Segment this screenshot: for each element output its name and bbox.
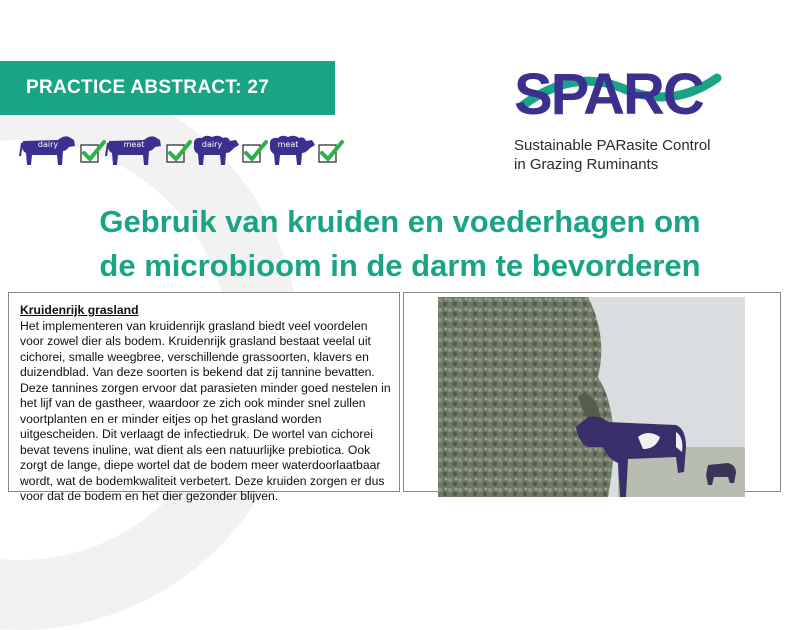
sparc-logo <box>512 58 752 173</box>
section-body: Het implementeren van kruidenrijk grasland biedt veel voordelen voor zowel dier als bodem. Kruidenrijk grasland bestaat veelal uit cichorei, smalle weegbree, verschillende grassoorten, klavers en duizendblad. Van deze soorten is bekend dat zij tannine bevatten. Deze tannines zorgen ervoor dat parasieten minder goed nestelen in het lijf van de gastheer, waardoor ze zich ook minder snel zullen voortplanten en er minder eitjes op het grasland worden uitgescheiden. Dit verlaagt de infectiedruk. De wortel van cichorei bevat tevens inuline, wat dient als een natuurlijke prebiotica. Ook zorgt de lange, diepe wortel dat de bodem meer waterdoorlaatbaar wordt, wat de bodemkwaliteit verbetert. Deze kruiden zorgen er dus voor dat de bodem en het dier gezonder blijven. <box>20 318 391 503</box>
animal-label: meat <box>123 140 145 149</box>
sparc-subtitle <box>514 136 774 174</box>
page-title <box>0 200 800 288</box>
checkbox-checked-icon <box>242 139 268 165</box>
sheep-icon <box>266 131 316 167</box>
sheep-icon <box>190 131 240 167</box>
section-heading: Kruidenrijk grasland <box>20 303 139 317</box>
checkbox-checked-icon <box>80 139 106 165</box>
banner-label: PRACTICE ABSTRACT: 27 <box>26 77 270 98</box>
sparc-subtitle-line1: Sustainable PARasite Control <box>514 137 711 154</box>
animal-label: meat <box>277 140 299 149</box>
photo-cows-at-fodder-hedge <box>438 297 745 497</box>
checkbox-checked-icon <box>166 139 192 165</box>
animal-label: dairy <box>201 140 223 149</box>
cow-icon <box>20 131 76 167</box>
photo-panel <box>403 292 781 492</box>
checkbox-checked-icon <box>318 139 344 165</box>
title-line-2: de microbioom in de darm te bevorderen <box>99 248 701 283</box>
sparc-wordmark <box>512 58 752 128</box>
title-line-1: Gebruik van kruiden en voederhagen om <box>99 204 701 239</box>
svg-text:SPARC: SPARC <box>514 62 703 127</box>
cow-icon <box>106 131 162 167</box>
animal-label: dairy <box>37 140 59 149</box>
practice-abstract-banner <box>0 61 335 115</box>
text-panel <box>8 292 400 503</box>
sparc-subtitle-line2: in Grazing Ruminants <box>514 156 659 173</box>
